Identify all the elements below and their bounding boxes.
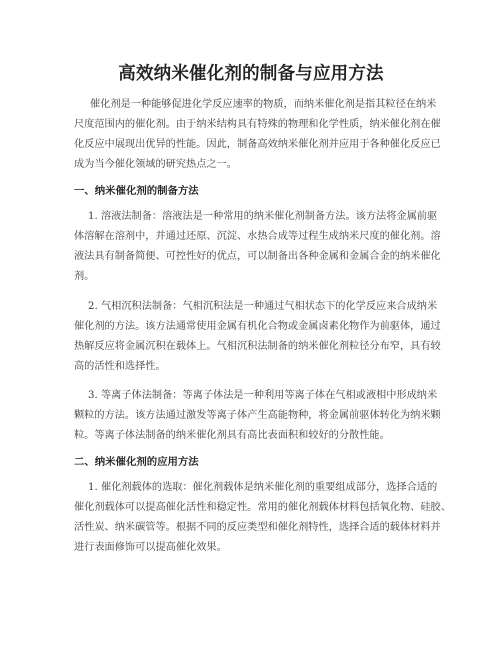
text-line: 活性炭、纳米碳管等。根据不同的反应类型和催化剂特性，选择合适的载体材料并 bbox=[74, 522, 441, 533]
list-item bbox=[74, 386, 441, 446]
text-line: 1. 溶液法制备：溶液法是一种常用的纳米催化剂制备方法。该方法将金属前驱 bbox=[88, 211, 438, 222]
text-line: 进行表面修饰可以提高催化效果。 bbox=[74, 542, 227, 553]
text-line: 1. 催化剂载体的选取：催化剂载体是纳米催化剂的重要组成部分，选择合适的 bbox=[88, 482, 438, 493]
text-line: 粒。等离子体法制备的纳米催化剂具有高比表面积和较好的分散性能。 bbox=[74, 430, 390, 441]
text-line: 剂。 bbox=[74, 271, 95, 282]
intro-paragraph bbox=[74, 95, 441, 175]
text-line: 颗粒的方法。该方法通过激发等离子体产生高能物种，将金属前驱体转化为纳米颗 bbox=[74, 410, 441, 421]
text-line: 催化剂是一种能够促进化学反应速率的物质，而纳米催化剂是指其粒径在纳米 bbox=[90, 99, 437, 110]
text-line: 体溶解在溶剂中，并通过还原、沉淀、水热合成等过程生成纳米尺度的催化剂。溶 bbox=[74, 231, 441, 242]
section-heading: 一、纳米催化剂的制备方法 bbox=[74, 185, 199, 197]
text-line: 催化剂的方法。该方法通常使用金属有机化合物或金属卤素化物作为前驱体，通过 bbox=[74, 321, 441, 332]
list-item bbox=[74, 478, 451, 558]
text-line: 催化剂载体可以提高催化活性和稳定性。常用的催化剂载体材料包括氧化物、硅胶、 bbox=[74, 502, 451, 513]
text-line: 液法具有制备简便、可控性好的优点，可以制备出各种金属和金属合金的纳米催化 bbox=[74, 251, 441, 262]
text-line: 化反应中展现出优异的性能。因此，制备高效纳米催化剂并应用于各种催化反应已 bbox=[74, 139, 441, 150]
document-title: 高效纳米催化剂的制备与应用方法 bbox=[118, 64, 384, 84]
text-line: 高的活性和选择性。 bbox=[74, 361, 166, 372]
text-line: 2. 气相沉积法制备：气相沉积法是一种通过气相状态下的化学反应来合成纳米 bbox=[88, 301, 438, 312]
text-line: 3. 等离子体法制备：等离子体法是一种利用等离子体在气相或液相中形成纳米 bbox=[88, 390, 438, 401]
list-item bbox=[74, 297, 441, 377]
section-heading: 二、纳米催化剂的应用方法 bbox=[74, 456, 199, 468]
text-line: 尺度范围内的催化剂。由于纳米结构具有特殊的物理和化学性质，纳米催化剂在催 bbox=[74, 119, 441, 130]
text-line: 成为当今催化领域的研究热点之一。 bbox=[74, 159, 237, 170]
text-line: 热解反应将金属沉积在载体上。气相沉积法制备的纳米催化剂粒径分布窄，具有较 bbox=[74, 341, 441, 352]
list-item bbox=[74, 207, 441, 287]
